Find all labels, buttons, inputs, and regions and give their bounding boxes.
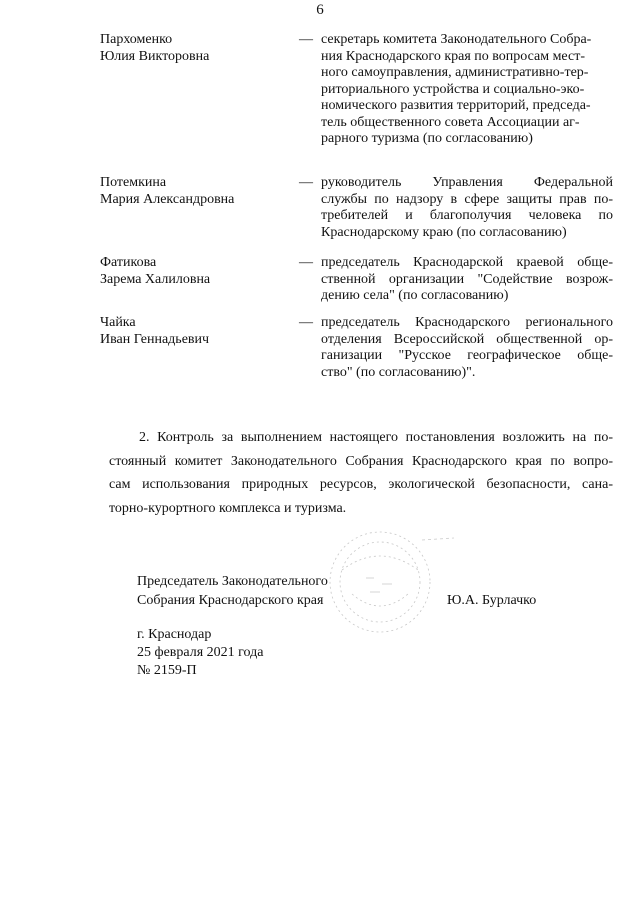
role-line: ния Краснодарского края по вопросам мест- (321, 48, 585, 64)
dash: — (299, 175, 313, 190)
role-line: ганизации "Русское географическое обще- (321, 348, 613, 363)
signatory-position: Собрания Краснодарского края (137, 593, 324, 608)
page-number: 6 (316, 2, 324, 18)
role-line: риториального устройства и социально-эко- (321, 81, 585, 97)
role-line: ственной организации "Содействие возрож- (321, 271, 613, 287)
role-line: требителей и благополучия человека по (321, 208, 613, 223)
member-given-names: Юлия Викторовна (100, 48, 210, 64)
member-entry (100, 255, 620, 307)
role-line: дению села" (по согласованию) (321, 288, 509, 303)
city: г. Краснодар (137, 627, 212, 642)
role-line: руководитель Управления Федеральной (321, 175, 613, 190)
role-line: председатель Краснодарской краевой обще- (321, 255, 613, 270)
role-line: председатель Краснодарского регионального (321, 315, 613, 330)
clause-line: стоянный комитет Законодательного Собрания Краснодарского края по вопро- (109, 453, 613, 469)
dash: — (299, 315, 313, 330)
role-line: ного самоуправления, административно-тер- (321, 65, 589, 80)
member-entry (100, 32, 620, 152)
role-line: секретарь комитета Законодательного Собра- (321, 32, 592, 47)
member-surname: Чайка (100, 315, 136, 330)
resolution-clause (109, 426, 613, 520)
member-surname: Фатикова (100, 255, 157, 270)
member-given-names: Зарема Халиловна (100, 271, 211, 287)
document-number: № 2159-П (137, 663, 197, 678)
role-line: рарного туризма (по согласованию) (321, 131, 533, 146)
member-name (100, 315, 280, 348)
role-line: номического развития территорий, председа- (321, 98, 591, 113)
role-line: тель общественного совета Ассоциации аг- (321, 114, 580, 130)
member-name (100, 32, 280, 65)
document-footer (137, 626, 264, 680)
role-line: отделения Всероссийской общественной ор- (321, 331, 613, 347)
signatory-name: Ю.А. Бурлачко (447, 593, 537, 608)
member-entry (100, 315, 620, 385)
member-surname: Потемкина (100, 175, 167, 190)
document-date: 25 февраля 2021 года (137, 645, 264, 660)
role-line: Краснодарскому краю (по согласованию) (321, 224, 567, 240)
member-name (100, 255, 280, 288)
clause-line: торно-курортного комплекса и туризма. (109, 500, 347, 516)
member-entry (100, 175, 620, 245)
member-role (321, 32, 613, 148)
signature-block (137, 572, 557, 610)
member-given-names: Мария Александровна (100, 191, 235, 207)
role-line: ство" (по согласованию)". (321, 364, 476, 380)
member-name (100, 175, 280, 208)
member-role (321, 255, 613, 305)
clause-line: сам использования природных ресурсов, экологической безопасности, сана- (109, 477, 613, 492)
clause-line: 2. Контроль за выполнением настоящего постановления возложить на по- (139, 430, 613, 445)
member-surname: Пархоменко (100, 32, 173, 47)
signatory-position: Председатель Законодательного (137, 574, 328, 589)
member-role (321, 175, 613, 241)
member-role (321, 315, 613, 381)
role-line: службы по надзору в сфере защиты прав по- (321, 191, 613, 207)
dash: — (299, 32, 313, 47)
member-given-names: Иван Геннадьевич (100, 331, 210, 347)
dash: — (299, 255, 313, 270)
